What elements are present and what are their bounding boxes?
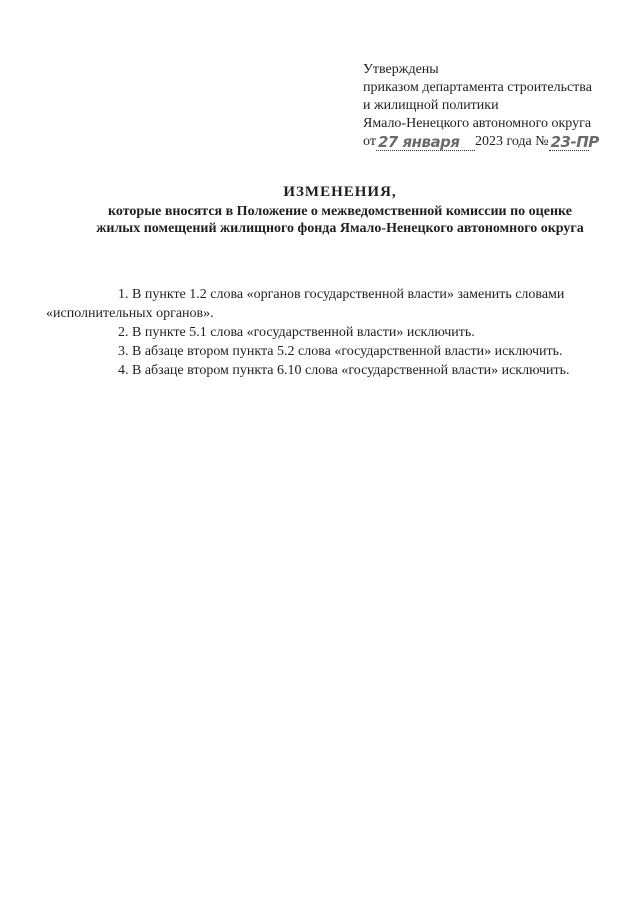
amendment-item-1: 1. В пункте 1.2 слова «органов государственной власти» заменить словами [118, 287, 565, 302]
approval-stamp-block [363, 61, 633, 151]
amendment-item-4: 4. В абзаце втором пункта 6.10 слова «государственной власти» исключить. [118, 363, 570, 378]
amendment-item-2: 2. В пункте 5.1 слова «государственной власти» исключить. [118, 325, 475, 340]
document-heading [40, 183, 640, 237]
approval-date-line [363, 133, 633, 151]
amendment-item-3: 3. В абзаце втором пункта 5.2 слова «государственной власти» исключить. [118, 344, 563, 359]
approval-line-4: Ямало-Ненецкого автономного округа [363, 116, 592, 131]
heading-subtitle-line-1: которые вносятся в Положение о межведомственной комиссии по оценке [108, 204, 572, 219]
amendment-item-1-continuation: «исполнительных органов». [46, 306, 214, 321]
date-prefix: от [363, 134, 376, 149]
heading-title: ИЗМЕНЕНИЯ, [283, 184, 397, 200]
heading-subtitle-line-2: жилых помещений жилищного фонда Ямало-Ненецкого автономного округа [96, 221, 584, 236]
approval-line-2: приказом департамента строительства [363, 80, 592, 95]
handwritten-order-number: 23-ПР [550, 133, 599, 151]
approval-line-1: Утверждены [363, 62, 439, 77]
approval-line-3: и жилищной политики [363, 98, 499, 113]
year-text: 2023 года № [474, 134, 549, 149]
amendments-list [46, 285, 638, 380]
handwritten-date: 27 января [376, 134, 475, 151]
